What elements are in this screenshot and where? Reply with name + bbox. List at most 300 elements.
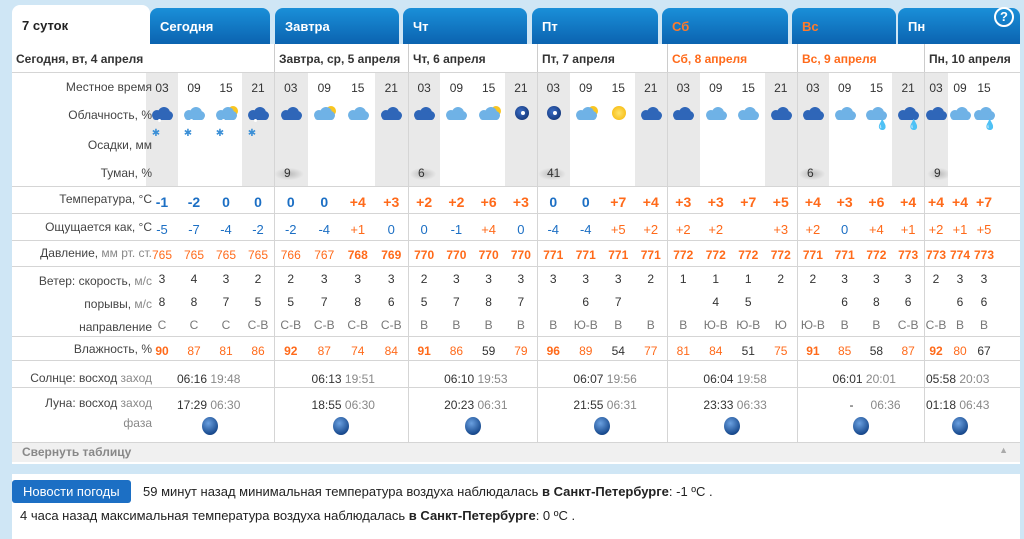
pressure-value: 770: [414, 248, 435, 262]
moon-times: [926, 398, 1016, 412]
day-header: Вс, 9 апреля: [797, 44, 924, 72]
sun-times: [573, 372, 663, 386]
tab-label: Вс: [802, 19, 819, 34]
pressure-value: 771: [834, 248, 855, 262]
snowflake-icon: ✱: [247, 128, 257, 139]
moon-phase-icon: [853, 417, 869, 438]
wind-direction-value: В: [516, 318, 525, 332]
gust-value: 7: [222, 295, 230, 309]
collapse-arrow-icon[interactable]: ▲: [999, 445, 1008, 455]
row-label-pressure: [12, 246, 158, 260]
wind-direction-value: Ю-В: [800, 318, 825, 332]
moon-icon: [202, 417, 218, 435]
hour-label: 21: [251, 81, 265, 95]
feels-like-value: +1: [350, 222, 366, 237]
sunrise-time: 06:13: [311, 372, 345, 386]
wind-speed-value: 4: [190, 272, 198, 286]
row-label-local-time: Местное время: [65, 80, 152, 94]
cloud-cell: [797, 106, 829, 123]
night-cloud-snow-icon: [246, 106, 270, 120]
hour-label: 21: [514, 81, 528, 95]
humidity-value: 54: [611, 344, 625, 358]
tab-6[interactable]: [662, 8, 788, 44]
moon-phase-icon: [465, 417, 481, 438]
pressure-value: 772: [738, 248, 759, 262]
wind-speed-value: 2: [420, 272, 428, 286]
humidity-value: 87: [187, 344, 201, 358]
row-label-wind: [12, 274, 158, 288]
feels-like-value: 0: [517, 222, 525, 237]
temperature-value: 0: [286, 194, 295, 210]
wind-speed-value: 3: [517, 272, 525, 286]
wind-direction-value: Ю: [774, 318, 787, 332]
humidity-value: 51: [741, 344, 755, 358]
temperature-value: +7: [740, 194, 757, 210]
moon-icon: [853, 417, 869, 435]
hour-label: 15: [977, 81, 991, 95]
pressure-value: 771: [608, 248, 629, 262]
label-unit: мм рт. ст.: [101, 246, 152, 260]
gust-value: 6: [387, 295, 395, 309]
moonrise-time: 01:18: [926, 398, 960, 412]
row-divider: [12, 336, 1020, 337]
humidity-value: 84: [384, 344, 398, 358]
wind-direction-value: В: [955, 318, 964, 332]
moonset-time: 06:31: [606, 398, 637, 412]
cloud-rain-icon: [864, 106, 888, 120]
cloud-cell: [948, 106, 972, 123]
moon-phase-icon: [594, 417, 610, 438]
temperature-value: 0: [254, 194, 262, 210]
sunrise-time: 06:10: [444, 372, 478, 386]
hour-label: 15: [481, 81, 496, 95]
cloud-sun-snow-icon: [214, 106, 238, 120]
temperature-value: 0: [222, 194, 230, 210]
night-cloud-icon: [769, 106, 793, 120]
gust-value: 6: [980, 295, 988, 309]
hour-label: 03: [546, 81, 560, 95]
row-label-sun: [12, 371, 158, 385]
tab-label: Сегодня: [160, 19, 214, 34]
day-header: Сб, 8 апреля: [667, 44, 797, 72]
label-part: Давление,: [40, 246, 102, 260]
label-part: Солнце:: [30, 371, 80, 385]
humidity-value: 58: [869, 344, 884, 358]
temperature-value: +2: [448, 194, 465, 210]
pressure-value: 774: [949, 248, 971, 262]
pressure-value: 770: [510, 248, 531, 262]
wind-speed-value: 3: [320, 272, 328, 286]
hour-label: 03: [676, 81, 690, 95]
night-cloud-icon: [924, 106, 948, 120]
moon-phase-icon: [202, 417, 218, 438]
sun-times: [312, 372, 402, 386]
humidity-value: 87: [317, 344, 331, 358]
wind-speed-value: 3: [354, 272, 362, 286]
humidity-value: 85: [837, 344, 852, 358]
sunset-time: 20:03: [959, 372, 990, 386]
cloud-icon: [704, 106, 728, 120]
row-label-temp: Температура, °С: [59, 192, 152, 206]
moonrise-time: 20:23: [444, 398, 478, 412]
wind-speed-value: 3: [582, 272, 590, 286]
feels-like-value: +5: [976, 222, 992, 237]
feels-like-value: +1: [952, 222, 968, 237]
feels-like-value: -5: [156, 222, 168, 237]
pressure-value: 773: [898, 248, 919, 262]
feels-like-value: 0: [387, 222, 395, 237]
label-part: Луна:: [45, 396, 80, 410]
wind-speed-value: 1: [744, 272, 752, 286]
hour-label: 15: [219, 81, 233, 95]
wind-speed-value: 3: [387, 272, 395, 286]
label-part: фаза: [123, 416, 152, 430]
night-clear-icon: [541, 106, 565, 120]
humidity-value: 74: [351, 344, 365, 358]
wind-speed-value: 2: [932, 272, 940, 286]
fog-value: 41: [537, 166, 570, 180]
weather-news: [12, 474, 1020, 539]
wind-direction-value: С: [189, 318, 199, 332]
wind-speed-value: 3: [549, 272, 557, 286]
sunrise-time: 05:58: [926, 372, 960, 386]
moon-phase-icon: [724, 417, 740, 438]
cloud-rain-icon: [972, 106, 996, 120]
gust-value: 5: [744, 295, 752, 309]
sunrise-time: 06:04: [703, 372, 737, 386]
tab-5[interactable]: [532, 8, 658, 44]
wind-direction-value: С-В: [247, 318, 269, 332]
gust-value: 7: [453, 295, 460, 309]
gust-value: 6: [904, 295, 912, 309]
wind-speed-value: 1: [712, 272, 720, 286]
cloud-cell: [308, 106, 342, 123]
news-tab[interactable]: Новости погоды: [12, 480, 131, 503]
row-divider: [12, 442, 1020, 443]
humidity-value: 86: [251, 344, 265, 358]
tab-label: Сб: [672, 19, 690, 34]
temperature-value: +3: [836, 194, 853, 210]
temperature-value: +7: [610, 194, 627, 210]
humidity-value: 59: [481, 344, 496, 358]
label-part: заход: [120, 371, 152, 385]
hour-label: 15: [741, 81, 755, 95]
night-cloud-icon: [379, 106, 403, 120]
moon-times: [444, 398, 534, 412]
pressure-value: 772: [770, 248, 791, 262]
cloud-cell: [242, 106, 274, 123]
wind-speed-value: 2: [809, 272, 817, 286]
pressure-value: 766: [280, 248, 301, 262]
cloud-cell: [341, 106, 375, 123]
moonset-time: 06:43: [959, 398, 990, 412]
fog-value: 9: [924, 166, 948, 180]
moon-icon: [724, 417, 740, 435]
moon-times: [833, 398, 923, 412]
temperature-value: +6: [868, 194, 885, 210]
cloud-icon: [833, 106, 857, 120]
night-cloud-icon: [639, 106, 663, 120]
gust-value: 8: [158, 295, 166, 309]
row-divider: [12, 266, 1020, 267]
humidity-value: 96: [546, 344, 560, 358]
tab-label: Чт: [413, 19, 429, 34]
hour-label: 21: [384, 81, 398, 95]
sun-times: [926, 372, 1016, 386]
cloud-sun-icon: [574, 106, 598, 120]
cloud-cell: [408, 106, 440, 123]
label-unit: м/с: [134, 274, 152, 288]
feels-like-value: +3: [773, 222, 789, 237]
hour-label: 03: [155, 81, 169, 95]
wind-direction-value: В: [420, 318, 429, 332]
feels-like-value: -4: [220, 222, 232, 237]
hour-label: 09: [449, 81, 464, 95]
news-city-link[interactable]: в Санкт-Петербурге: [542, 484, 669, 499]
cloud-cell: [505, 106, 537, 123]
snowflake-icon: ✱: [215, 128, 225, 139]
pressure-value: 770: [478, 248, 499, 262]
temperature-value: +4: [642, 194, 659, 210]
hour-label: 21: [644, 81, 658, 95]
cloud-sun-icon: [477, 106, 501, 120]
humidity-value: 81: [219, 344, 233, 358]
hour-label: 03: [284, 81, 298, 95]
pressure-value: 767: [314, 248, 335, 262]
snowflake-icon: ✱: [183, 128, 193, 139]
night-cloud-icon: [671, 106, 695, 120]
cloud-cell: [924, 106, 948, 123]
snowflake-icon: ✱: [151, 128, 161, 139]
humidity-value: 81: [676, 344, 690, 358]
humidity-value: 92: [284, 344, 298, 358]
moonset-time: 06:36: [870, 398, 901, 412]
wind-direction-value: С-В: [897, 318, 919, 332]
gust-value: 7: [614, 295, 622, 309]
moonset-time: 06:31: [477, 398, 508, 412]
feels-like-value: -2: [252, 222, 264, 237]
cloud-cell: [829, 106, 861, 123]
wind-speed-value: 3: [980, 272, 988, 286]
feels-like-value: +2: [708, 222, 724, 237]
cloud-cell: [700, 106, 733, 123]
row-divider: [12, 387, 1020, 388]
cloud-cell: [537, 106, 570, 123]
moonrise-time: 18:55: [311, 398, 345, 412]
temperature-value: +4: [928, 194, 944, 210]
moonset-time: 06:30: [344, 398, 375, 412]
tab-3[interactable]: [275, 8, 399, 44]
pressure-value: 771: [802, 248, 823, 262]
wind-speed-value: 3: [956, 272, 964, 286]
moonrise-time: 21:55: [573, 398, 607, 412]
fog-value: 6: [408, 166, 440, 180]
feels-like-value: +4: [481, 222, 497, 237]
humidity-value: 91: [417, 344, 431, 358]
wind-speed-value: 3: [904, 272, 912, 286]
cloud-cell: [667, 106, 700, 123]
temperature-value: +3: [512, 194, 529, 210]
pressure-value: 770: [446, 248, 467, 262]
day-divider: [408, 44, 409, 442]
wind-direction-value: С-В: [925, 318, 947, 332]
temperature-value: +4: [952, 194, 968, 210]
humidity-value: 90: [155, 344, 169, 358]
tab-2[interactable]: [150, 8, 270, 44]
wind-direction-value: С-В: [313, 318, 335, 332]
wind-direction-value: С-В: [380, 318, 402, 332]
hour-label: 09: [953, 81, 967, 95]
sunset-time: 19:53: [477, 372, 508, 386]
hour-label: 03: [806, 81, 820, 95]
wind-speed-value: 3: [453, 272, 460, 286]
temperature-value: +4: [804, 194, 821, 210]
sun-times: [177, 372, 267, 386]
row-label-phase: [12, 416, 158, 430]
cloud-cell: [765, 106, 798, 123]
feels-like-value: -4: [547, 222, 560, 237]
cloud-cell: [635, 106, 668, 123]
humidity-value: 89: [579, 344, 593, 358]
sunset-time: 19:48: [210, 372, 241, 386]
gust-value: 5: [420, 295, 428, 309]
feels-like-value: 0: [420, 222, 428, 237]
moon-times: [312, 398, 402, 412]
sunset-time: 20:01: [865, 372, 896, 386]
wind-direction-value: В: [646, 318, 655, 332]
row-label-feels: Ощущается как, °С: [45, 220, 152, 234]
day-header: Завтра, ср, 5 апреля: [274, 44, 408, 72]
night-cloud-snow-icon: [150, 106, 174, 120]
gust-value: 8: [354, 295, 362, 309]
sunset-time: 19:56: [606, 372, 637, 386]
wind-speed-value: 3: [841, 272, 848, 286]
humidity-value: 92: [929, 344, 943, 358]
temperature-value: -1: [155, 194, 169, 210]
wind-direction-value: Ю-В: [736, 318, 761, 332]
gust-value: 8: [485, 295, 492, 309]
temperature-value: +2: [416, 194, 433, 210]
day-header: Пт, 7 апреля: [537, 44, 667, 72]
feels-like-value: +4: [868, 222, 884, 237]
hour-label: 15: [611, 81, 625, 95]
pressure-value: 765: [247, 248, 269, 262]
sunset-time: 19:51: [344, 372, 375, 386]
pressure-value: 773: [925, 248, 947, 262]
temperature-value: -2: [187, 194, 201, 210]
moonrise-time: -: [849, 398, 854, 412]
humidity-value: 91: [806, 344, 820, 358]
tab-label: Пт: [542, 19, 558, 34]
help-icon[interactable]: ?: [994, 7, 1014, 27]
collapse-table-button[interactable]: Свернуть таблицу ▲: [12, 442, 1020, 462]
pressure-value: 773: [973, 248, 995, 262]
wind-direction-value: С-В: [347, 318, 369, 332]
hour-label: 21: [774, 81, 788, 95]
moon-icon: [594, 417, 610, 435]
tab-1[interactable]: [12, 5, 150, 44]
feels-like-value: -4: [579, 222, 592, 237]
row-label-humidity: Влажность, %: [73, 342, 152, 356]
label-part: порывы,: [84, 297, 135, 311]
sun-times: [444, 372, 534, 386]
feels-like-value: +2: [928, 222, 944, 237]
row-label-gusts: [12, 297, 158, 311]
moon-icon: [952, 417, 968, 435]
fog-value: 6: [797, 166, 829, 180]
row-divider: [12, 186, 1020, 187]
night-clear-icon: [509, 106, 533, 120]
wind-speed-value: 1: [679, 272, 687, 286]
row-label-moon: [12, 396, 158, 410]
pressure-value: 768: [347, 248, 368, 262]
pressure-value: 769: [381, 248, 402, 262]
hour-label: 09: [709, 81, 723, 95]
hour-label: 21: [901, 81, 915, 95]
temperature-value: 0: [581, 194, 590, 210]
day-divider: [537, 44, 538, 442]
pressure-value: 771: [543, 248, 564, 262]
label-unit: м/с: [134, 297, 152, 311]
pressure-value: 772: [866, 248, 887, 262]
moonset-time: 06:30: [210, 398, 241, 412]
cloud-icon: [444, 106, 468, 120]
feels-like-value: -4: [318, 222, 331, 237]
moon-icon: [465, 417, 481, 435]
sun-icon: [606, 106, 630, 120]
temperature-value: +3: [383, 194, 400, 210]
cloud-snow-icon: [182, 106, 206, 120]
row-label-direction: направление: [79, 320, 152, 334]
gust-value: 5: [287, 295, 295, 309]
cloud-icon: [948, 106, 972, 120]
moonset-time: 06:33: [736, 398, 767, 412]
cloud-cell: [570, 106, 603, 123]
gust-value: 7: [517, 295, 525, 309]
temperature-value: +3: [675, 194, 692, 210]
wind-direction-value: В: [840, 318, 849, 332]
wind-direction-value: В: [484, 318, 493, 332]
cloud-cell: [473, 106, 505, 123]
temperature-value: +6: [480, 194, 497, 210]
tab-4[interactable]: [403, 8, 527, 44]
cloud-sun-icon: [312, 106, 336, 120]
pressure-value: 765: [215, 248, 237, 262]
wind-direction-value: В: [979, 318, 988, 332]
night-cloud-icon: [412, 106, 436, 120]
label-part: восход: [79, 371, 121, 385]
night-cloud-rain-icon: [896, 106, 920, 120]
sunset-time: 19:58: [736, 372, 767, 386]
cloud-cell: [375, 106, 409, 123]
feels-like-value: -1: [450, 222, 463, 237]
label-part: Ветер: скорость,: [38, 274, 135, 288]
news-city-link[interactable]: в Санкт-Петербурге: [408, 508, 536, 523]
wind-direction-value: В: [872, 318, 881, 332]
feels-like-value: -7: [188, 222, 200, 237]
cloud-cell: [732, 106, 765, 123]
night-cloud-icon: [801, 106, 825, 120]
feels-like-value: -2: [284, 222, 297, 237]
tab-7[interactable]: [792, 8, 896, 44]
wind-speed-value: 3: [158, 272, 166, 286]
humidity-value: 86: [449, 344, 464, 358]
pressure-value: 772: [705, 248, 726, 262]
cloud-cell: [274, 106, 308, 123]
tab-label: Пн: [908, 19, 926, 34]
row-label-precip: Осадки, мм: [87, 138, 152, 152]
wind-direction-value: В: [452, 318, 461, 332]
